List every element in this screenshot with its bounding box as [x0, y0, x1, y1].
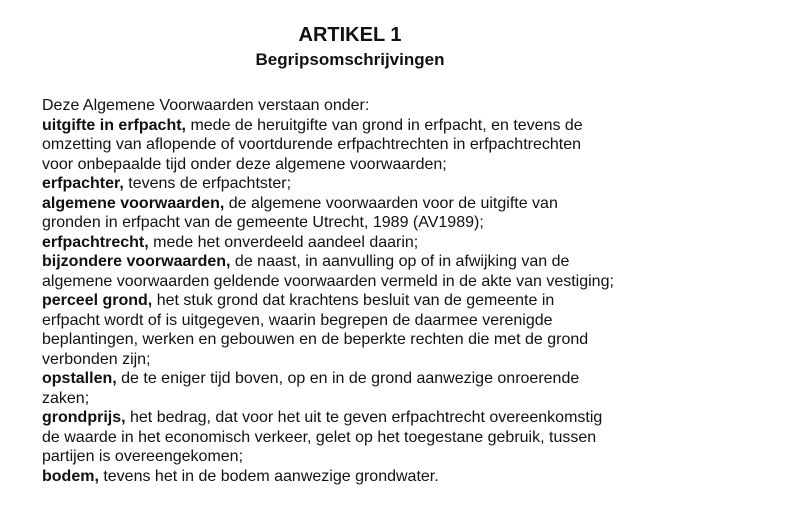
definition-term: bijzondere voorwaarden, [42, 253, 231, 270]
definition-text-line: tevens de erfpachtster; [123, 175, 292, 192]
definition-opstallen [42, 369, 762, 408]
definition-text-line: mede het onverdeeld aandeel daarin; [148, 233, 419, 251]
definition-erfpachter [42, 174, 762, 194]
definition-term: bodem, [42, 467, 99, 485]
definition-term: uitgifte in erfpacht, [42, 116, 186, 134]
definition-text-line: verbonden zijn; [42, 350, 151, 368]
definition-bijzondere-voorwaarden [42, 252, 762, 291]
definition-text-line: gronden in erfpacht van de gemeente Utrecht, 1989 (AV1989); [42, 214, 484, 231]
definition-text-line: zaken; [42, 389, 90, 407]
definition-text-line: erfpacht wordt of is uitgegeven, waarin begrepen de daarmee verenigde [42, 311, 553, 329]
definition-term: erfpachter, [42, 175, 124, 192]
definition-text-line: algemene voorwaarden geldende voorwaarden vermeld in de akte van vestiging; [42, 272, 614, 290]
intro-text: Deze Algemene Voorwaarden verstaan onder: [42, 97, 370, 114]
definition-text-line: omzetting van aflopende of voortdurende erfpachtrechten in erfpachtrechten [42, 136, 582, 153]
definition-term: perceel grond, [42, 292, 153, 309]
definition-text-line: mede de heruitgifte van grond in erfpacht, en tevens de [186, 116, 583, 134]
definition-text-line: de te eniger tijd boven, op en in de grond aanwezige onroerende [116, 370, 580, 387]
definition-term: algemene voorwaarden, [42, 194, 225, 212]
article-heading: ARTIKEL 1 [298, 24, 402, 46]
definition-text-line: beplantingen, werken en gebouwen en de beperkte rechten die met de grond [42, 331, 589, 348]
definition-term: grondprijs, [42, 409, 126, 426]
definition-text-line: de naast, in aanvulling op of in afwijking van de [230, 253, 570, 270]
definition-text-line: het stuk grond dat krachtens besluit van de gemeente in [152, 292, 555, 309]
definition-text-line: voor onbepaalde tijd onder deze algemene voorwaarden; [42, 155, 447, 173]
definition-text-line: tevens het in de bodem aanwezige grondwater. [98, 467, 439, 485]
definition-term: erfpachtrecht, [42, 233, 149, 251]
definition-erfpachtrecht [42, 233, 762, 253]
definition-text-line: het bedrag, dat voor het uit te geven erfpachtrecht overeenkomstig [125, 409, 603, 426]
definitions-body [42, 96, 762, 486]
definition-text-line: de waarde in het economisch verkeer, gelet op het toegestane gebruik, tussen [42, 428, 597, 446]
definition-text-line: partijen is overeengekomen; [42, 448, 244, 465]
definition-term: opstallen, [42, 370, 117, 387]
definition-perceel-grond [42, 291, 762, 369]
article-subheading: Begripsomschrijvingen [255, 50, 445, 69]
definition-grondprijs [42, 408, 762, 467]
definition-algemene-voorwaarden [42, 194, 762, 233]
definition-text-line: de algemene voorwaarden voor de uitgifte van [224, 194, 558, 212]
definition-uitgifte-in-erfpacht [42, 116, 762, 175]
definition-bodem [42, 467, 762, 487]
